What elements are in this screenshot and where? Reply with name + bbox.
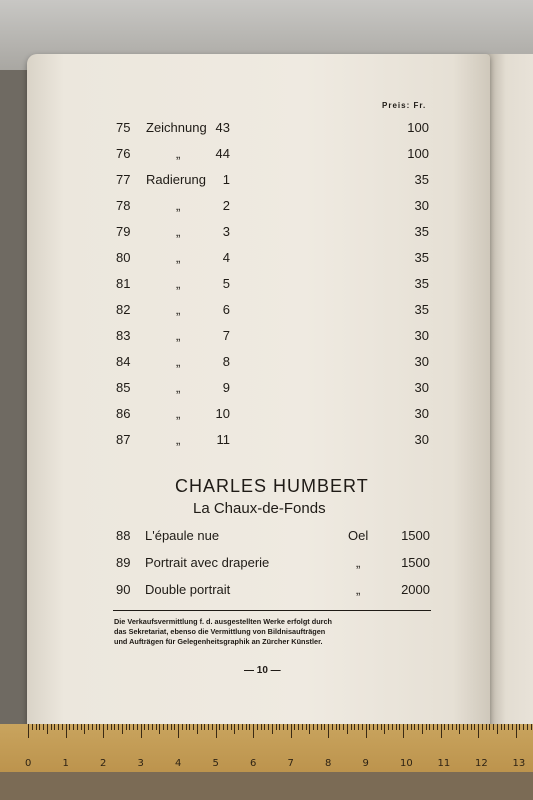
row-subnumber: 3 xyxy=(222,224,230,239)
ruler-number: 6 xyxy=(250,758,257,769)
ruler-tick xyxy=(92,724,93,730)
ruler-tick xyxy=(441,724,442,738)
ruler-tick xyxy=(249,724,250,730)
ruler-tick xyxy=(201,724,202,730)
ruler-tick xyxy=(268,724,269,730)
ruler-tick xyxy=(36,724,37,730)
ruler-tick xyxy=(174,724,175,730)
ruler-tick xyxy=(231,724,232,730)
row-title: „ xyxy=(176,302,181,317)
row-price: 35 xyxy=(414,250,429,265)
ruler-tick xyxy=(47,724,48,734)
ruler-tick xyxy=(77,724,78,730)
ruler-tick xyxy=(519,724,520,730)
note-line-1: Die Verkaufsvermittlung f. d. ausgestellten Werke erfolgt durch xyxy=(114,617,333,626)
ruler-tick xyxy=(118,724,119,730)
row-subnumber: 5 xyxy=(222,276,230,291)
ruler-number: 13 xyxy=(512,758,526,769)
row-title: Radierung xyxy=(146,172,206,187)
ruler-tick xyxy=(291,724,292,738)
row-number: 84 xyxy=(116,354,131,369)
ruler-number: 0 xyxy=(25,758,32,769)
ruler-number: 7 xyxy=(287,758,294,769)
ruler-tick xyxy=(497,724,498,734)
row-price: 35 xyxy=(414,224,429,239)
ruler-tick xyxy=(103,724,104,738)
row-number: 78 xyxy=(116,198,131,213)
row-number: 81 xyxy=(116,276,131,291)
ruler-tick xyxy=(193,724,194,730)
ruler-tick xyxy=(377,724,378,730)
row-title: „ xyxy=(176,432,181,447)
ruler-tick xyxy=(399,724,400,730)
row-title: „ xyxy=(176,250,181,265)
ruler-number: 12 xyxy=(475,758,488,769)
ruler-tick xyxy=(272,724,273,734)
next-page-edge xyxy=(488,54,533,730)
ruler-tick xyxy=(73,724,74,730)
ruler-tick xyxy=(66,724,67,738)
ruler-tick xyxy=(463,724,464,730)
ruler-tick xyxy=(343,724,344,730)
row-price: 30 xyxy=(414,406,429,421)
work-price: 2000 xyxy=(401,582,430,597)
page-number: — 10 — xyxy=(244,665,281,676)
ruler-tick xyxy=(144,724,145,730)
note-line-3: und Aufträgen für Gelegenheitsgraphik an Zürcher Künstler. xyxy=(114,637,323,646)
ruler-tick xyxy=(414,724,415,730)
row-number: 83 xyxy=(116,328,131,343)
ruler-tick xyxy=(186,724,187,730)
ruler-tick xyxy=(328,724,329,738)
row-subnumber: 4 xyxy=(222,250,230,265)
ruler-number: 10 xyxy=(400,758,413,769)
ruler-tick xyxy=(531,724,532,730)
row-number: 76 xyxy=(116,146,131,161)
ruler-tick xyxy=(253,724,254,738)
row-number: 80 xyxy=(116,250,131,265)
row-title: „ xyxy=(176,380,181,395)
ruler-tick xyxy=(208,724,209,730)
ruler-tick xyxy=(527,724,528,730)
ruler-tick xyxy=(493,724,494,730)
row-price: 30 xyxy=(414,380,429,395)
work-medium: „ xyxy=(356,555,361,570)
ruler-tick xyxy=(238,724,239,730)
ruler-tick xyxy=(309,724,310,734)
row-subnumber: 44 xyxy=(215,146,230,161)
ruler-tick xyxy=(294,724,295,730)
ruler-tick xyxy=(339,724,340,730)
ruler-tick xyxy=(384,724,385,734)
ruler-tick xyxy=(32,724,33,730)
artist-name: CHARLES HUMBERT xyxy=(175,476,369,496)
ruler-tick xyxy=(456,724,457,730)
ruler-tick xyxy=(111,724,112,730)
ruler-tick xyxy=(163,724,164,730)
ruler-tick xyxy=(516,724,517,738)
ruler-tick xyxy=(403,724,404,738)
work-number: 90 xyxy=(116,582,131,597)
row-price: 35 xyxy=(414,302,429,317)
price-header: Preis: Fr. xyxy=(382,101,427,110)
row-price: 35 xyxy=(414,172,429,187)
ruler-tick xyxy=(448,724,449,730)
ruler-tick xyxy=(122,724,123,734)
ruler-tick xyxy=(351,724,352,730)
ruler-tick xyxy=(204,724,205,730)
ruler-tick xyxy=(39,724,40,730)
ruler-tick xyxy=(148,724,149,730)
ruler-tick xyxy=(212,724,213,730)
ruler-tick xyxy=(369,724,370,730)
ruler-tick xyxy=(523,724,524,730)
ruler-tick xyxy=(302,724,303,730)
ruler-tick xyxy=(54,724,55,730)
row-title: Zeichnung xyxy=(146,120,207,135)
row-price: 30 xyxy=(414,432,429,447)
ruler-tick xyxy=(261,724,262,730)
ruler-tick xyxy=(129,724,130,730)
ruler-tick xyxy=(279,724,280,730)
row-subnumber: 9 xyxy=(222,380,230,395)
ruler-tick xyxy=(216,724,217,738)
work-price: 1500 xyxy=(401,528,430,543)
ruler-tick xyxy=(407,724,408,730)
ruler-tick xyxy=(152,724,153,730)
row-price: 30 xyxy=(414,198,429,213)
ruler-tick xyxy=(234,724,235,734)
ruler-tick xyxy=(69,724,70,730)
ruler-tick xyxy=(287,724,288,730)
ruler-tick xyxy=(489,724,490,730)
work-medium: Oel xyxy=(348,528,369,543)
table-surface xyxy=(0,772,533,800)
ruler-tick xyxy=(437,724,438,730)
ruler-tick xyxy=(474,724,475,730)
artist-city: La Chaux-de-Fonds xyxy=(193,500,326,517)
row-subnumber: 2 xyxy=(222,198,230,213)
note-line-2: das Sekretariat, ebenso die Vermittlung von Bildnisaufträgen xyxy=(114,627,326,636)
ruler-tick xyxy=(114,724,115,730)
ruler-tick xyxy=(133,724,134,730)
row-number: 75 xyxy=(116,120,131,135)
ruler-tick xyxy=(283,724,284,730)
ruler-tick xyxy=(298,724,299,730)
ruler-tick xyxy=(429,724,430,730)
row-price: 100 xyxy=(407,146,429,161)
row-number: 77 xyxy=(116,172,131,187)
row-number: 87 xyxy=(116,432,131,447)
ruler-tick xyxy=(62,724,63,730)
row-subnumber: 7 xyxy=(222,328,230,343)
work-number: 88 xyxy=(116,528,131,543)
ruler-tick xyxy=(182,724,183,730)
ruler-tick xyxy=(426,724,427,730)
ruler-tick xyxy=(84,724,85,734)
ruler-tick xyxy=(96,724,97,730)
ruler-tick xyxy=(137,724,138,730)
ruler-tick xyxy=(478,724,479,738)
ruler-tick xyxy=(189,724,190,730)
ruler-tick xyxy=(482,724,483,730)
row-subnumber: 8 xyxy=(222,354,230,369)
work-title: L'épaule nue xyxy=(145,528,220,543)
ruler-tick xyxy=(418,724,419,730)
ruler-tick xyxy=(58,724,59,730)
row-title: „ xyxy=(176,328,181,343)
row-title: „ xyxy=(176,406,181,421)
ruler-tick xyxy=(373,724,374,730)
ruler-tick xyxy=(99,724,100,730)
ruler-tick xyxy=(223,724,224,730)
ruler-tick xyxy=(264,724,265,730)
work-price: 1500 xyxy=(401,555,430,570)
ruler-tick xyxy=(88,724,89,730)
row-title: „ xyxy=(176,198,181,213)
ruler-tick xyxy=(396,724,397,730)
work-medium: „ xyxy=(356,582,361,597)
ruler-tick xyxy=(313,724,314,730)
row-subnumber: 43 xyxy=(215,120,230,135)
ruler-tick xyxy=(242,724,243,730)
ruler-tick xyxy=(317,724,318,730)
ruler-tick xyxy=(257,724,258,730)
ruler-tick xyxy=(227,724,228,730)
ruler-tick xyxy=(444,724,445,730)
row-price: 100 xyxy=(407,120,429,135)
ruler-tick xyxy=(178,724,179,738)
work-title: Portrait avec draperie xyxy=(145,555,270,570)
ruler-tick xyxy=(321,724,322,730)
ruler-tick xyxy=(512,724,513,730)
ruler-tick xyxy=(508,724,509,730)
row-title: „ xyxy=(176,224,181,239)
ruler-number: 11 xyxy=(437,758,451,769)
divider-line xyxy=(113,610,431,611)
ruler-tick xyxy=(246,724,247,730)
ruler-tick xyxy=(171,724,172,730)
ruler-tick xyxy=(411,724,412,730)
ruler-tick xyxy=(336,724,337,730)
ruler-tick xyxy=(126,724,127,730)
work-number: 89 xyxy=(116,555,131,570)
ruler-tick xyxy=(467,724,468,730)
ruler-tick xyxy=(306,724,307,730)
ruler-tick xyxy=(504,724,505,730)
ruler-tick xyxy=(388,724,389,730)
ruler-tick xyxy=(366,724,367,738)
row-subnumber: 11 xyxy=(216,432,230,447)
ruler-number: 3 xyxy=(137,758,144,769)
row-price: 35 xyxy=(414,276,429,291)
ruler-number: 1 xyxy=(62,758,69,769)
ruler-number: 4 xyxy=(175,758,182,769)
ruler-tick xyxy=(471,724,472,730)
ruler-tick xyxy=(81,724,82,730)
ruler-tick xyxy=(459,724,460,734)
ruler-number: 5 xyxy=(212,758,219,769)
ruler-tick xyxy=(452,724,453,730)
ruler-tick xyxy=(167,724,168,730)
ruler-tick xyxy=(433,724,434,730)
ruler-tick xyxy=(381,724,382,730)
ruler-tick xyxy=(276,724,277,730)
row-number: 86 xyxy=(116,406,131,421)
row-number: 79 xyxy=(116,224,131,239)
row-title: „ xyxy=(176,354,181,369)
ruler-tick xyxy=(422,724,423,734)
row-subnumber: 10 xyxy=(215,406,230,421)
ruler-number: 2 xyxy=(100,758,107,769)
ruler-tick xyxy=(197,724,198,734)
row-title: „ xyxy=(176,276,181,291)
ruler-tick xyxy=(324,724,325,730)
ruler-tick xyxy=(28,724,29,738)
ruler-tick xyxy=(51,724,52,730)
ruler-tick xyxy=(501,724,502,730)
ruler-tick xyxy=(332,724,333,730)
ruler-tick xyxy=(156,724,157,730)
ruler-tick xyxy=(354,724,355,730)
row-number: 82 xyxy=(116,302,131,317)
ruler-number: 8 xyxy=(325,758,332,769)
row-price: 30 xyxy=(414,354,429,369)
ruler-tick xyxy=(486,724,487,730)
row-subnumber: 1 xyxy=(222,172,230,187)
row-price: 30 xyxy=(414,328,429,343)
ruler-tick xyxy=(358,724,359,730)
ruler-tick xyxy=(159,724,160,734)
ruler-tick xyxy=(362,724,363,730)
ruler-tick xyxy=(392,724,393,730)
ruler-tick xyxy=(141,724,142,738)
ruler-tick xyxy=(107,724,108,730)
row-number: 85 xyxy=(116,380,131,395)
work-title: Double portrait xyxy=(145,582,231,597)
ruler-tick xyxy=(347,724,348,734)
row-subnumber: 6 xyxy=(222,302,230,317)
ruler-tick xyxy=(43,724,44,730)
ruler-tick xyxy=(219,724,220,730)
row-title: „ xyxy=(176,146,181,161)
ruler-number: 9 xyxy=(362,758,369,769)
